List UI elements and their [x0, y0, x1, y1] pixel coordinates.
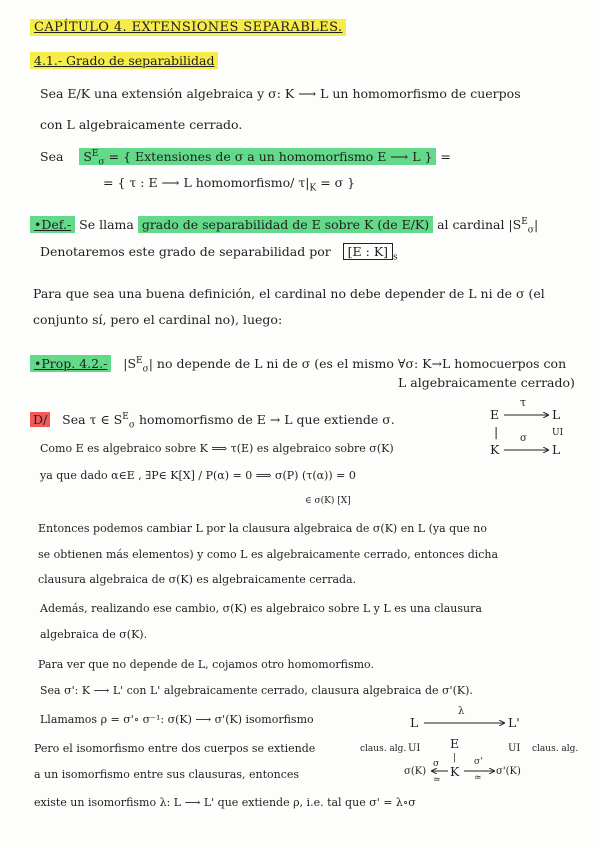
text-line-18: algebraica de σ(K).: [40, 628, 148, 641]
text-line-17: Además, realizando ese cambio, σ(K) es algebraico sobre L y L es una clausura: [40, 602, 482, 615]
text-line-14: Entonces podemos cambiar L por la clausura algebraica de σ(K) en L (ya que no: [38, 522, 488, 535]
text-line-13: ya que dado α∈E , ∃P∈ K[X] / P(α) = 0 ⟹ σ(P) (τ(α)) = 0: [40, 469, 356, 482]
underbrace-note: ∈ σ(K) [X]: [305, 496, 351, 506]
definition-line: •Def.- Se llama grado de separabilidad de E sobre K (de E/K) al cardinal $|S^E_\sigma|$: [30, 213, 538, 240]
text-line-15: se obtienen más elementos) y como L es algebraicamente cerrado, entonces dicha: [38, 548, 499, 561]
text-line-4: = { τ : E ⟶ L homomorfismo/ $\tau|_K = \sigma$ }: [103, 175, 356, 194]
text-line-6: Denotaremos este grado de separabilidad por [E : K] $_s$: [40, 244, 398, 263]
text-line-24: existe un isomorfismo λ: L ⟶ L' que extiende ρ, i.e. tal que σ' = λ∘σ: [34, 796, 416, 809]
definition-highlight: grado de separabilidad de E sobre K (de E/K): [138, 216, 433, 233]
proposition-label: •Prop. 4.2.-: [30, 355, 111, 372]
text-line-8: conjunto sí, pero el cardinal no), luego:: [33, 312, 283, 327]
diagram2-arrows: [360, 705, 590, 790]
text-line-22: Pero el isomorfismo entre dos cuerpos se extiende: [34, 742, 316, 755]
text-line-7: Para que sea una buena definición, el cardinal no debe depender de L ni de σ (el: [33, 286, 545, 301]
text-line-19: Para ver que no depende de L, cojamos otro homomorfismo.: [38, 658, 374, 671]
set-definition-highlight: $S^E_\sigma$ = { Extensiones de σ a un homomorfismo E ⟶ L }: [79, 148, 436, 165]
notation-box: [E : K]: [343, 243, 393, 260]
section-title: 4.1.- Grado de separabilidad: [30, 52, 218, 70]
definition-label: •Def.-: [30, 216, 75, 233]
diagram1-arrows: [490, 396, 570, 466]
text-line-1: Sea E/K una extensión algebraica y σ: K ⟶ L un homomorfismo de cuerpos: [40, 86, 521, 101]
text-line-21: Llamamos ρ = σ'∘ σ⁻¹: σ(K) ⟶ σ'(K) isomorfismo: [40, 713, 314, 726]
commutative-diagram-1: E τ L | UI K σ L: [490, 396, 570, 466]
proof-label: D/: [30, 412, 50, 427]
text-line-10: L algebraicamente cerrado): [398, 375, 575, 390]
text-line-20: Sea σ': K ⟶ L' con L' algebraicamente cerrado, clausura algebraica de σ'(K).: [40, 684, 473, 697]
proposition-line: •Prop. 4.2.- $|S^E_\sigma|$ no depende de L ni de σ (es el mismo ∀σ: K→L homocuerpos con: [30, 352, 566, 379]
commutative-diagram-2: L λ L' claus. alg. UI E | UI claus. alg. σ(K) σ ≃ K σ' ≃ σ'(K): [360, 705, 590, 790]
text-line-23: a un isomorfismo entre sus clausuras, entonces: [34, 768, 300, 781]
text-line-16: clausura algebraica de σ(K) es algebraicamente cerrada.: [38, 573, 357, 586]
chapter-title: CAPÍTULO 4. EXTENSIONES SEPARABLES.: [30, 19, 346, 37]
text-line-12: Como E es algebraico sobre K ⟹ τ(E) es algebraico sobre σ(K): [40, 442, 394, 455]
proof-line: D/ Sea τ ∈ $S^E_\sigma$ homomorfismo de E → L que extiende σ.: [30, 408, 395, 435]
text-line-2: con L algebraicamente cerrado.: [40, 117, 243, 132]
text-line-3: Sea $S^E_\sigma$ = { Extensiones de σ a un homomorfismo E ⟶ L } =: [40, 149, 451, 168]
